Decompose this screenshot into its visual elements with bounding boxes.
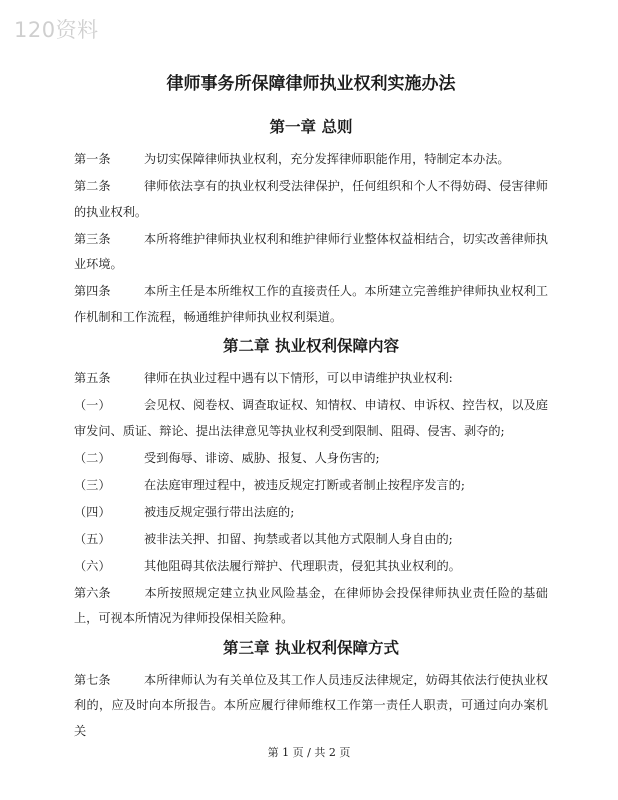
page-number: 第 1 页 / 共 2 页: [267, 746, 351, 759]
list-item: [74, 527, 548, 553]
article-text: 为切实保障律师执业权利，充分发挥律师职能作用，特制定本办法。: [144, 152, 510, 166]
article-text: 本所将维护律师执业权利和维护律师行业整体权益相结合，切实改善律师执业环境。: [74, 231, 548, 271]
list-item-text: 其他阻碍其依法履行辩护、代理职责，侵犯其执业权利的。: [144, 558, 461, 573]
list-item: [74, 393, 548, 444]
list-item: [74, 554, 548, 580]
article-paragraph: [74, 147, 548, 173]
article-paragraph: [74, 279, 548, 330]
list-item-text: 受到侮辱、诽谤、威胁、报复、人身伤害的;: [144, 450, 380, 465]
article-label: 第二条: [74, 179, 111, 193]
list-item-text: 被非法关押、扣留、拘禁或者以其他方式限制人身自由的;: [144, 531, 453, 546]
article-text: 本所律师认为有关单位及其工作人员违反法律规定，妨碍其依法行使执业权利的，应及时向本所报告。本所应履行律师维权工作第一责任人职责，可通过向办案机关: [74, 672, 548, 738]
chapter-heading: 第一章 总则: [269, 117, 353, 136]
list-item: [74, 446, 548, 472]
article-paragraph: [74, 581, 548, 632]
list-item: [74, 500, 548, 526]
list-item: [74, 473, 548, 499]
document-title: 律师事务所保障律师执业权利实施办法: [166, 74, 456, 94]
list-item-label: （一）: [74, 398, 111, 412]
chapter-heading: 第二章 执业权利保障内容: [223, 336, 399, 355]
list-item-text: 会见权、阅卷权、调查取证权、知情权、申请权、申诉权、控告权，以及庭审发问、质证、辩论、提出法律意见等执业权利受到限制、阻碍、侵害、剥夺的;: [74, 398, 548, 438]
list-item-text: 在法庭审理过程中，被违反规定打断或者制止按程序发言的;: [144, 477, 465, 492]
article-label: 第一条: [74, 152, 111, 166]
article-label: 第七条: [74, 672, 111, 687]
document-body: [74, 72, 548, 746]
list-item-label: （三）: [74, 477, 111, 492]
article-paragraph: [74, 227, 548, 278]
list-item-label: （六）: [74, 558, 111, 573]
article-text: 本所按照规定建立执业风险基金，在律师协会投保律师执业责任险的基础上，可视本所情况为律师投保相关险种。: [74, 585, 548, 625]
article-label: 第三条: [74, 231, 111, 246]
article-text: 律师在执业过程中遇有以下情形，可以申请维护执业权利:: [144, 371, 453, 385]
list-item-text: 被违反规定强行带出法庭的;: [144, 504, 295, 519]
list-item-label: （二）: [74, 450, 111, 465]
article-paragraph: [74, 366, 548, 392]
chapter-heading: 第三章 执业权利保障方式: [223, 637, 399, 657]
list-item-label: （五）: [74, 531, 111, 546]
article-text: 律师依法享有的执业权利受法律保护，任何组织和个人不得妨碍、侵害律师的执业权利。: [74, 179, 548, 219]
watermark: 120资料: [14, 18, 99, 42]
article-label: 第四条: [74, 284, 111, 298]
article-paragraph: [74, 668, 548, 745]
list-item-label: （四）: [74, 504, 111, 519]
article-label: 第五条: [74, 371, 111, 385]
article-label: 第六条: [74, 585, 111, 600]
article-text: 本所主任是本所维权工作的直接责任人。本所建立完善维护律师执业权利工作机制和工作流程，畅通维护律师执业权利渠道。: [74, 284, 548, 324]
article-paragraph: [74, 174, 548, 225]
